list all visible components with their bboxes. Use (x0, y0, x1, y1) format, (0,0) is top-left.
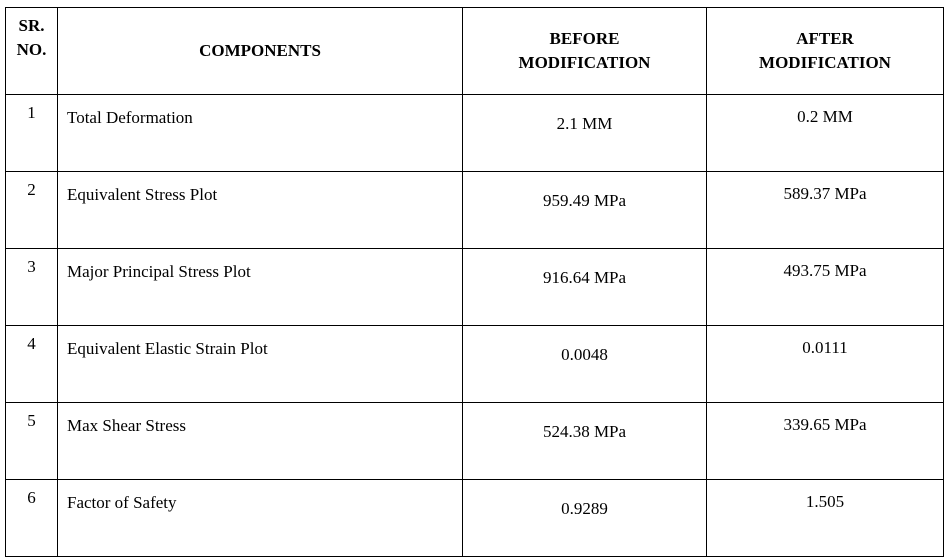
row-after-value: 589.37 MPa (707, 172, 944, 249)
row-sr-number: 3 (6, 249, 58, 326)
table-row (6, 480, 944, 557)
row-before-value: 916.64 MPa (463, 249, 707, 326)
row-before-value: 0.0048 (463, 326, 707, 403)
table-row (6, 172, 944, 249)
header-before-line2: MODIFICATION (518, 53, 651, 72)
row-sr-number: 1 (6, 95, 58, 172)
header-row (6, 8, 944, 95)
row-after-value: 0.0111 (707, 326, 944, 403)
header-after-line2: MODIFICATION (759, 53, 891, 72)
row-component: Equivalent Stress Plot (58, 172, 463, 249)
header-sr-line1: SR. (18, 16, 45, 35)
row-component: Max Shear Stress (58, 403, 463, 480)
comparison-table (5, 7, 944, 557)
row-component: Equivalent Elastic Strain Plot (58, 326, 463, 403)
row-component: Major Principal Stress Plot (58, 249, 463, 326)
row-before-value: 959.49 MPa (463, 172, 707, 249)
header-components: COMPONENTS (58, 8, 463, 95)
table-row (6, 403, 944, 480)
row-sr-number: 4 (6, 326, 58, 403)
row-sr-number: 5 (6, 403, 58, 480)
table-row (6, 326, 944, 403)
row-before-value: 0.9289 (463, 480, 707, 557)
row-sr-number: 2 (6, 172, 58, 249)
row-sr-number: 6 (6, 480, 58, 557)
row-after-value: 493.75 MPa (707, 249, 944, 326)
row-after-value: 339.65 MPa (707, 403, 944, 480)
table-row (6, 249, 944, 326)
header-after-line1: AFTER (796, 29, 854, 48)
row-component: Total Deformation (58, 95, 463, 172)
row-before-value: 2.1 MM (463, 95, 707, 172)
row-after-value: 0.2 MM (707, 95, 944, 172)
row-after-value: 1.505 (707, 480, 944, 557)
row-component: Factor of Safety (58, 480, 463, 557)
header-sr-no (6, 8, 58, 95)
row-before-value: 524.38 MPa (463, 403, 707, 480)
table-row (6, 95, 944, 172)
header-before-modification (463, 8, 707, 95)
header-after-modification (707, 8, 944, 95)
header-sr-line2: NO. (16, 40, 47, 59)
header-before-line1: BEFORE (549, 29, 620, 48)
